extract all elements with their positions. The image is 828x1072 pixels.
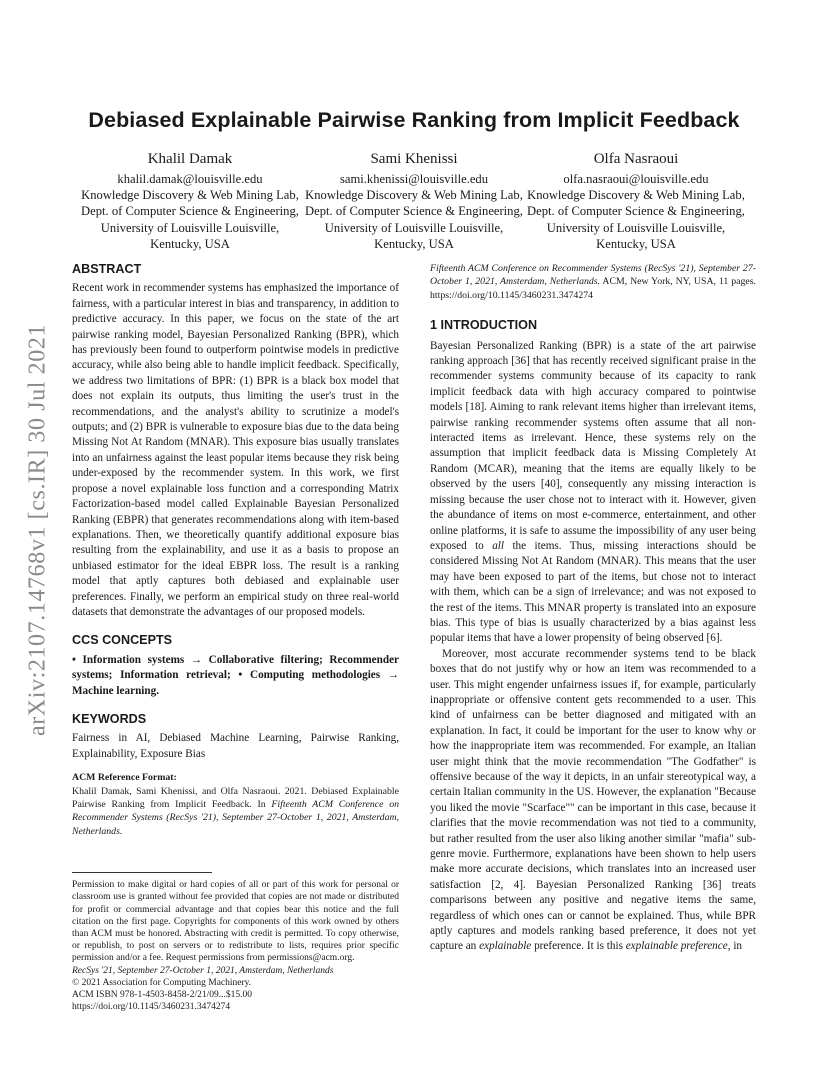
isbn: ACM ISBN 978-1-4503-8458-2/21/09...$15.00	[72, 990, 252, 1001]
author-block	[304, 150, 524, 252]
intro-text: , in	[727, 940, 743, 953]
author-affiliation: Knowledge Discovery & Web Mining Lab, Dept. of Computer Science & Engineering, University of Louisville Louisville, Kentucky, USA	[527, 188, 745, 251]
reference-format	[72, 771, 399, 838]
permission-block	[72, 872, 399, 1013]
intro-emphasis: explainable preference	[625, 940, 728, 953]
left-column	[72, 262, 399, 1013]
right-column	[430, 262, 756, 955]
permission-text: Permission to make digital or hard copies of all or part of this work for personal or classroom use is granted without fee provided that copies are not made or distributed for profit or commercial advantage and that copies bear this notice and the full citation on the first page. Copyrights for components of this work owned by others than ACM must be honored. Abstracting with credit is permitted. To copy otherwise, or republish, to post on servers or to redistribute to lists, requires prior specific permission and/or a fee. Request permissions from permissions@acm.org.	[72, 880, 399, 964]
introduction-heading: 1 INTRODUCTION	[430, 318, 538, 333]
copyright: © 2021 Association for Computing Machinery.	[72, 977, 252, 988]
intro-text: preference. It is this	[534, 940, 623, 953]
arxiv-stamp	[18, 300, 58, 760]
author-affiliation: Knowledge Discovery & Web Mining Lab, Dept. of Computer Science & Engineering, University of Louisville Louisville, Kentucky, USA	[81, 188, 299, 251]
author-block	[526, 150, 746, 252]
intro-text: Moreover, most accurate recommender systems tend to be black boxes that do not justify why or how an item was recommended to a user. This might engender unfairness issues if, for example, particularly inappropriate or offensive content gets recommended to a user. This kind of unfairness can be better diagnosed and mitigated with an explanation. In fact, it could be important for the user to know why or how the inappropriate item was recommended. For example, an Italian user might think that the movie recommendation "The Godfather" is offensive because of the way it depicts, in an unfair stereotypical way, a certain Italian community in the US. However, the explanation "Because you liked the movie "Scarface"" can be important in this case, because it clarifies that the movie recommendation was not tied to a community, but rather resulted from the user also liking another similar "mafia" sub-genre movie. Furthermore, explanations have been shown to help users make more accurate decisions, which translates into an increased user satisfaction [2, 4]. Bayesian Personalized Ranking [36] treats comparisons between any positive and negative items the same, regardless of which ones can or cannot be explained. Thus, while BPR aptly captures and models ranking based preference, it does not yet capture an	[430, 647, 756, 953]
arxiv-id: arXiv:2107.14768v1 [cs.IR] 30 Jul 2021	[24, 323, 51, 737]
intro-text: Bayesian Personalized Ranking (BPR) is a state of the art pairwise ranking approach [36] that has recently received significant praise in the recommender systems community because of its capacity to rank implicit feedback data with high accuracy compared to pointwise models [18]. Aiming to rank relevant items higher than irrelevant items, pairwise ranking recommender systems often assume that all non-interacted items as irrelevant. Hence, these systems rely on the assumption that implicit feedback data is Missing Completely At Random (MCAR), meaning that the items are equally likely to be observed by the users [40], consequently any missing interaction is missing because the user chose not to interact with it. However, given the abundance of items on most e-commerce, entertainment, and other online platforms, it is safe to assume the impossibility of any user being exposed to	[430, 339, 756, 552]
keywords-text: Fairness in AI, Debiased Machine Learning, Pairwise Ranking, Explainability, Exposure Bias	[72, 732, 399, 760]
author-block	[80, 150, 300, 252]
author-email[interactable]: khalil.damak@louisville.edu	[117, 172, 263, 186]
doi-link[interactable]: https://doi.org/10.1145/3460231.3474274	[72, 1002, 231, 1013]
reference-format-venue: Fifteenth ACM Conference on Recommender Systems (RecSys '21), September 27-October 1, 2021, Amsterdam, Netherlands.	[430, 263, 756, 288]
reference-format-venue: Fifteenth ACM Conference on Recommender Systems (RecSys '21), September 27-October 1, 2021, Amsterdam, Netherlands.	[72, 799, 399, 837]
reference-format-rest: ACM, New York, NY, USA, 11 pages. https://doi.org/10.1145/3460231.3474274	[430, 276, 756, 301]
reference-format-heading: ACM Reference Format:	[72, 772, 177, 784]
abstract-text: Recent work in recommender systems has emphasized the importance of fairness, with a particular interest in bias and transparency, in addition to predictive accuracy. In this paper, we focus on the state of the art pairwise ranking model, Bayesian Personalized Ranking (BPR), which has previously been found to outperform pointwise models in predictive accuracy, while also being able to handle implicit feedback. Specifically, we address two limitations of BPR: (1) BPR is a black box model that does not explain its outputs, thus limiting the user's trust in the recommendations, and the analyst's ability to scrutinize a model's outputs; and (2) BPR is vulnerable to exposure bias due to the data being Missing Not At Random (MNAR). This exposure bias usually translates into an unfairness against the least popular items because they risk being under-exposed by the recommender system. In this work, we first propose a novel explainable loss function and a corresponding Matrix Factorization-based model called Explainable Bayesian Personalized Ranking (EBPR) that generates recommendations along with item-based explanations. Then, we theoretically quantify additional exposure bias resulting from the explainability, and use it as a basis to propose an unbiased estimator for the ideal EBPR loss. The result is a ranking model that aptly captures both debiased and explainable user preferences. Finally, we perform an empirical study on three real-world datasets that demonstrate the advantages of our proposed models.	[72, 282, 399, 618]
author-affiliation: Knowledge Discovery & Web Mining Lab, Dept. of Computer Science & Engineering, University of Louisville Louisville, Kentucky, USA	[305, 188, 523, 251]
reference-format-text: Khalil Damak, Sami Khenissi, and Olfa Nasraoui. 2021. Debiased Explainable Pairwise Ranking from Implicit Feedback. In	[72, 785, 399, 810]
ccs-heading: CCS CONCEPTS	[72, 633, 173, 648]
author-name: Sami Khenissi	[370, 151, 458, 167]
footnote-rule	[72, 872, 212, 873]
ccs-text: • Information systems → Collaborative filtering; Recommender systems; Information retrieval; • Computing methodologies → Machine learning.	[72, 653, 399, 697]
keywords-heading: KEYWORDS	[72, 711, 147, 726]
intro-text: the items. Thus, missing interactions should be considered Missing Not At Random (MNAR). This means that the user may have been exposed to part of the items, but chose not to interact with them, which can be a sign of irrelevance; and was not exposed to the rest of the items. This MNAR property is translated into an exposure bias. This type of bias is usually characterized by a bias against less popular items that have a lower propensity of being observed [6].	[430, 539, 756, 645]
author-name: Khalil Damak	[147, 151, 233, 167]
abstract-heading: ABSTRACT	[72, 262, 142, 276]
intro-emphasis: all	[492, 539, 505, 552]
reference-format-continued	[430, 262, 756, 302]
author-email[interactable]: olfa.nasraoui@louisville.edu	[563, 172, 709, 186]
intro-paragraph	[430, 339, 756, 647]
intro-paragraph	[430, 647, 756, 955]
author-name: Olfa Nasraoui	[593, 151, 679, 167]
author-email[interactable]: sami.khenissi@louisville.edu	[339, 172, 489, 186]
paper-title: Debiased Explainable Pairwise Ranking from Implicit Feedback	[88, 108, 740, 132]
intro-emphasis: explainable	[479, 940, 532, 953]
conference-info: RecSys '21, September 27-October 1, 2021, Amsterdam, Netherlands	[72, 965, 334, 976]
